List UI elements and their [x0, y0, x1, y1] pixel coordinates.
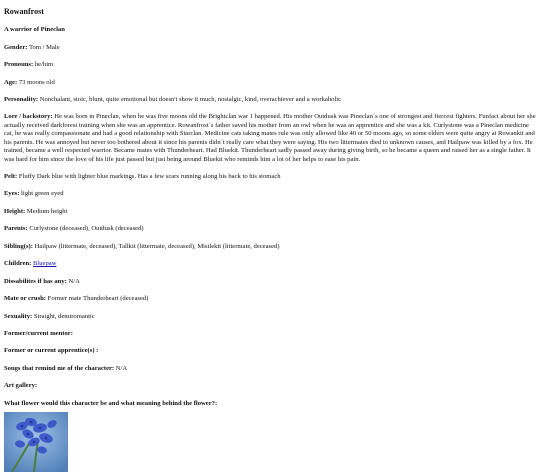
bluepaw-link[interactable]: Bluepaw [33, 260, 57, 268]
field-songs: Songs that remind me of the character: N/A [4, 364, 128, 372]
page-subtitle: A warrior of Pineclan [4, 26, 65, 34]
field-flower: What flower would this character be and what meaning behind the flower?: [4, 399, 218, 407]
field-personality: Personality: Nonchalant, stoic, blunt, quite emotional but doesn't show it much, nostalgic, kind, overachiever and a workaholic [4, 95, 342, 103]
field-siblings: Sibling(s): Hailpaw (littermate, deceased), Tallkit (littermate, deceased), Mistlekit (littermate, deceased) [4, 242, 280, 250]
field-gender: Gender: Tom / Male [4, 43, 60, 51]
field-pelt: Pelt: Fluffy Dark blue with lighter blue markings. Has a few scars running along his back to his stomach [4, 173, 281, 181]
field-age: Age: 73 moons old [4, 78, 55, 86]
field-mentor: Former/current mentor: [4, 329, 73, 337]
field-mate: Mate or crush: Former mate Thunderheart (deceased) [4, 295, 149, 303]
field-pronouns: Pronouns: he/him [4, 61, 54, 69]
field-disabilities: Dissabilites if has any: N/A [4, 277, 80, 285]
page-title: Rowanfrost [4, 7, 44, 16]
field-eyes: Eyes: light green eyed [4, 190, 64, 198]
field-children: Children: Bluepaw [4, 260, 57, 268]
flower-image [4, 412, 68, 472]
field-lore: Lore / backstory: He was born in Pineclan, when he was five moons old the Brightclan war 1 happened. His mother Outdusk was Pineclan´s one of strongest and fiercest fighters. Funfact about her she actually received darkforest training when she was an apprentice. Rowanfrost´s father saved his mother from an owl when he was an apprentice and she was a kit. Curlystone was a Pineclan medicine cat, he was really compassionate and had a good relationship with Starclan. Medicine cats taking mates rule was only allowed like 40 or 50 moons ago, so some elders were quite angry at Rowankit and his parents. He was annoyed but never too bothered about it since his parents didn´t really care what they were saying. His two littermates died to unknown causes, and Hailpaw was killed by a fox. He trained, became a well respected warrior. Became mates with Thunderheart. Had Bluekit. Thunderheart sadly passed away during giving birth, so he became a queen and raised her as a single father. It was hard for him since the love of his life just passed but just being around Bluekit who reminds him a lot of her helps to ease his pain. [4, 113, 536, 163]
field-sexuality: Sexuality: Straight, demiromantic [4, 312, 95, 320]
field-art-gallery: Art gallery: [4, 382, 38, 390]
field-apprentice: Former or current apprentice(s) : [4, 347, 99, 355]
field-parents: Parents: Curlystone (deceased), Outdusk (deceased) [4, 225, 144, 233]
field-height: Height: Medium height [4, 207, 68, 215]
